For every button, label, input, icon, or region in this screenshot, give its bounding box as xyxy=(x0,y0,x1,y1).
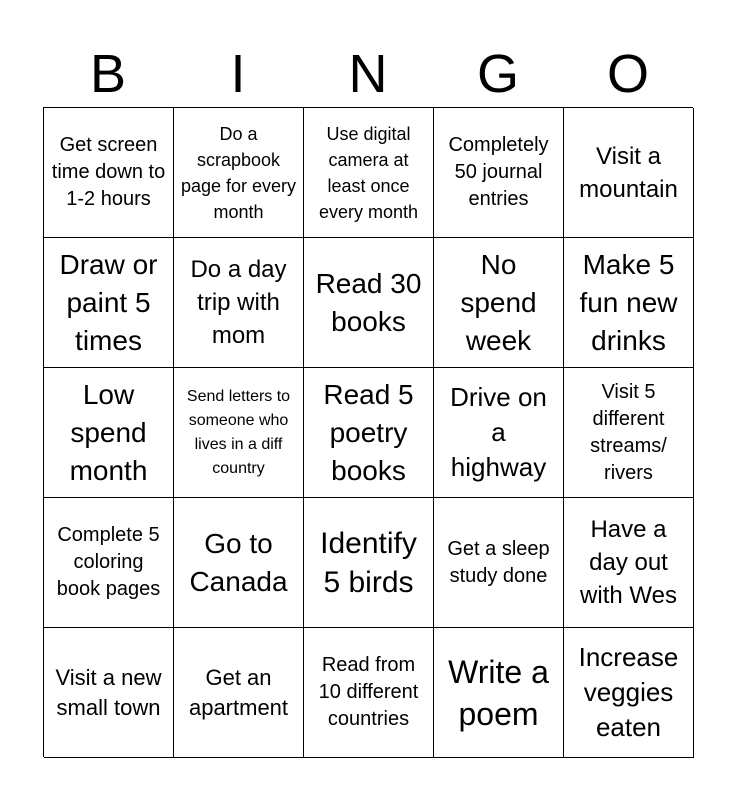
cell-text: Identify 5 birds xyxy=(320,526,417,599)
bingo-cell[interactable] xyxy=(434,108,564,238)
cell-text: Visit a mountain xyxy=(579,142,678,203)
cell-text: Go to Canada xyxy=(189,527,288,597)
header-letter-b: B xyxy=(89,44,127,104)
bingo-cell[interactable] xyxy=(564,628,694,758)
bingo-cell[interactable] xyxy=(304,628,434,758)
bingo-cell[interactable] xyxy=(174,498,304,628)
cell-text: Increase veggies eaten xyxy=(578,642,679,742)
cell-text: Make 5 fun new drinks xyxy=(579,248,678,356)
bingo-cell[interactable] xyxy=(44,628,174,758)
cell-text: Have a day out with Wes xyxy=(580,516,677,609)
cell-text: Send letters to someone who lives in a diff country xyxy=(186,387,291,477)
bingo-cell[interactable] xyxy=(304,498,434,628)
cell-text: Complete 5 coloring book pages xyxy=(56,524,161,600)
cell-text: Read 30 books xyxy=(315,267,422,337)
bingo-cell[interactable] xyxy=(304,238,434,368)
cell-text: Completely 50 journal entries xyxy=(448,134,549,210)
bingo-cell[interactable] xyxy=(174,628,304,758)
cell-text: Use digital camera at least once every month xyxy=(318,123,419,222)
header-letter-o: O xyxy=(606,44,649,104)
bingo-cell[interactable] xyxy=(44,238,174,368)
bingo-cell[interactable] xyxy=(174,108,304,238)
bingo-cell[interactable] xyxy=(564,108,694,238)
cell-text: Get a sleep study done xyxy=(447,537,550,587)
bingo-cell[interactable] xyxy=(304,108,434,238)
cell-text: Drive on a highway xyxy=(450,382,547,482)
cell-text: Read from 10 different countries xyxy=(318,654,419,730)
header-letter-g: G xyxy=(476,44,519,104)
bingo-cell[interactable] xyxy=(44,498,174,628)
bingo-cell[interactable] xyxy=(44,368,174,498)
bingo-cell[interactable] xyxy=(564,498,694,628)
bingo-cell[interactable] xyxy=(564,368,694,498)
bingo-cell[interactable] xyxy=(174,238,304,368)
cell-text: No spend week xyxy=(460,248,537,356)
bingo-cell[interactable] xyxy=(434,498,564,628)
bingo-cell[interactable] xyxy=(174,368,304,498)
cell-text: Do a day trip with mom xyxy=(190,256,287,349)
bingo-cell[interactable] xyxy=(434,238,564,368)
bingo-header xyxy=(43,40,693,108)
cell-text: Do a scrapbook page for every month xyxy=(180,123,297,222)
cell-text: Read 5 poetry books xyxy=(323,378,414,486)
bingo-cell[interactable] xyxy=(434,368,564,498)
cell-text: Write a poem xyxy=(448,653,549,732)
header-letter-i: I xyxy=(230,44,246,104)
header-letter-n: N xyxy=(348,44,388,104)
cell-text: Visit a new small town xyxy=(55,664,162,720)
bingo-cell[interactable] xyxy=(304,368,434,498)
cell-text: Draw or paint 5 times xyxy=(59,248,158,356)
bingo-board xyxy=(43,107,693,757)
cell-text: Low spend month xyxy=(69,378,148,486)
bingo-cell[interactable] xyxy=(434,628,564,758)
cell-text: Get an apartment xyxy=(188,664,289,720)
bingo-cell[interactable] xyxy=(44,108,174,238)
cell-text: Visit 5 different streams/ rivers xyxy=(590,380,667,484)
cell-text: Get screen time down to 1-2 hours xyxy=(51,134,166,210)
bingo-cell[interactable] xyxy=(564,238,694,368)
